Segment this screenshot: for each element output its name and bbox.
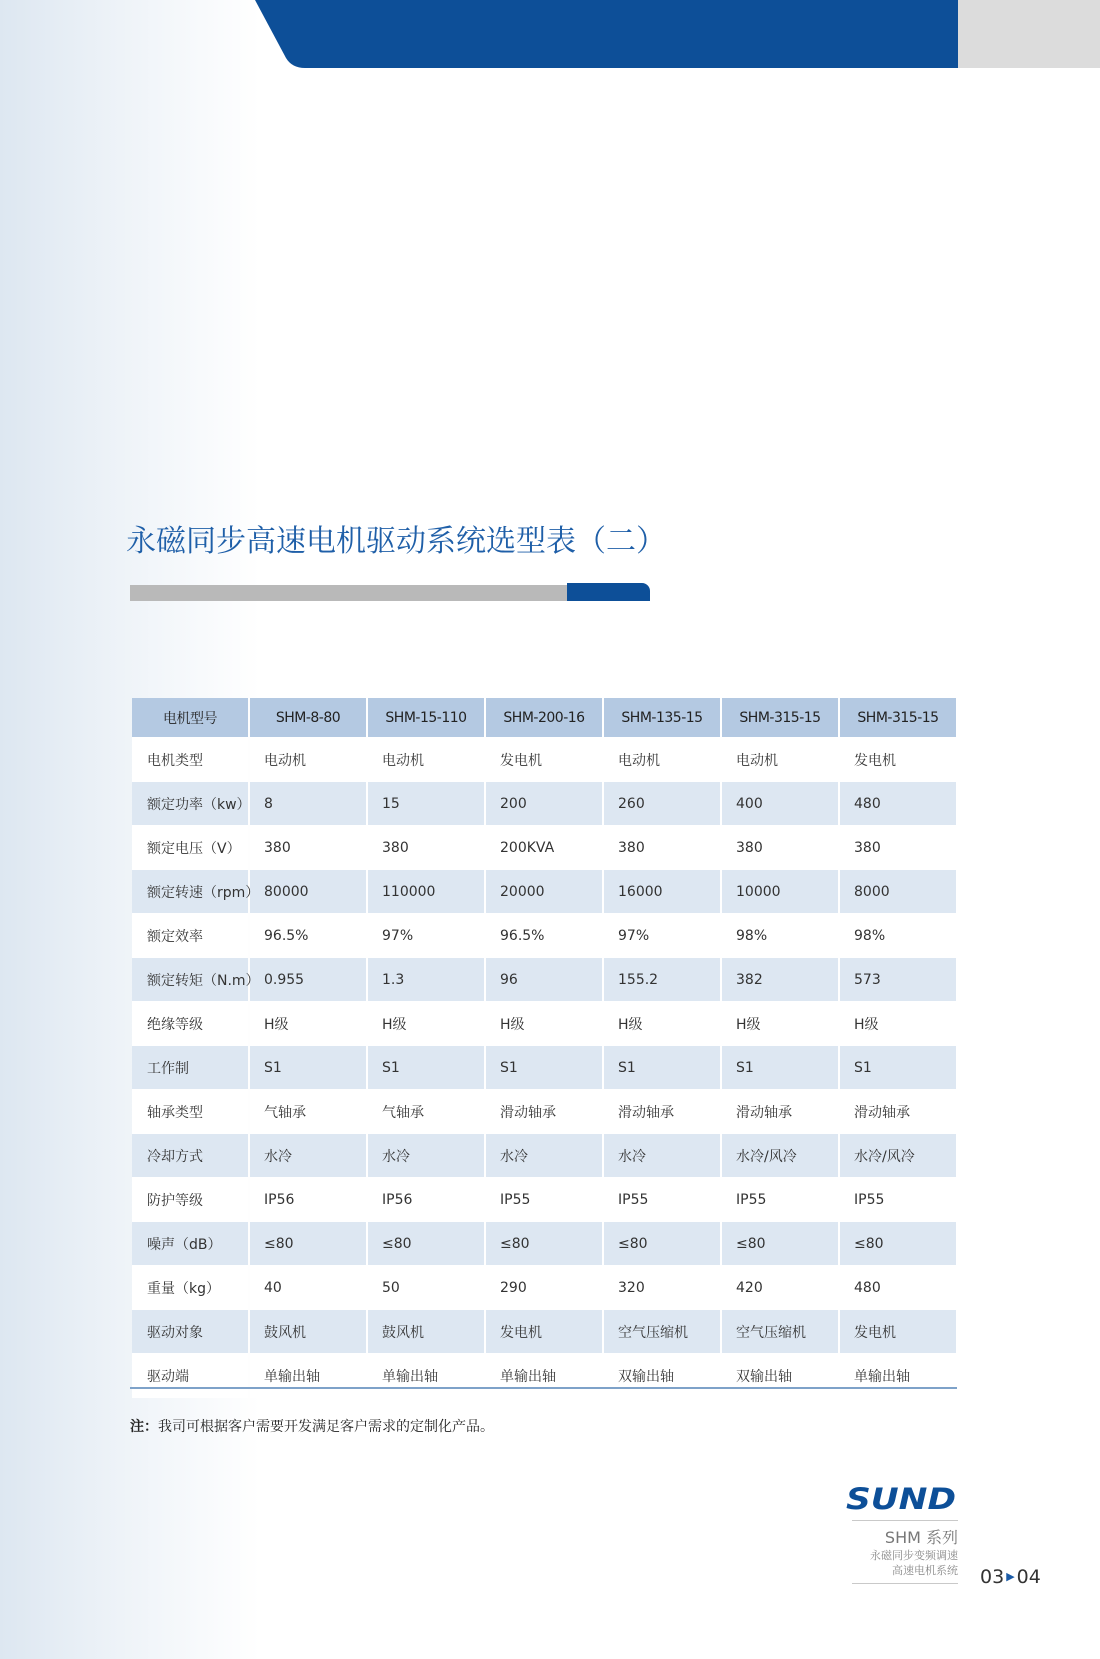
table-cell: 8 — [250, 782, 366, 826]
table-cell: 水冷/风冷 — [722, 1134, 838, 1178]
table-cell: 155.2 — [604, 958, 720, 1002]
table-cell: 发电机 — [486, 738, 602, 782]
table-cell: 290 — [486, 1266, 602, 1310]
table-cell: 50 — [368, 1266, 484, 1310]
table-cell: S1 — [722, 1046, 838, 1090]
table-cell: IP56 — [250, 1178, 366, 1222]
table-cell: 电动机 — [368, 738, 484, 782]
table-header-row — [132, 698, 956, 738]
table-cell: 空气压缩机 — [722, 1310, 838, 1354]
series-subtitle-line2: 高速电机系统 — [892, 1564, 958, 1577]
table-cell: 发电机 — [486, 1310, 602, 1354]
table-row — [132, 782, 956, 826]
table-cell: 380 — [722, 826, 838, 870]
table-cell: 98% — [722, 914, 838, 958]
table-cell: 双输出轴 — [604, 1354, 720, 1398]
table-cell: 发电机 — [840, 1310, 956, 1354]
table-row — [132, 958, 956, 1002]
table-cell: 水冷/风冷 — [840, 1134, 956, 1178]
table-cell: 鼓风机 — [368, 1310, 484, 1354]
table-cell: 20000 — [486, 870, 602, 914]
table-cell: H级 — [604, 1002, 720, 1046]
table-cell: 380 — [840, 826, 956, 870]
table-cell: 电动机 — [250, 738, 366, 782]
table-cell: 320 — [604, 1266, 720, 1310]
table-cell: 空气压缩机 — [604, 1310, 720, 1354]
table-cell: 滑动轴承 — [840, 1090, 956, 1134]
table-header-cell: SHM-315-15 — [722, 698, 838, 738]
table-row — [132, 1222, 956, 1266]
table-cell: 滑动轴承 — [722, 1090, 838, 1134]
triangle-right-icon: ▶ — [1006, 1570, 1015, 1583]
top-banner — [0, 0, 1100, 70]
table-cell: 水冷 — [486, 1134, 602, 1178]
table-cell: 96.5% — [486, 914, 602, 958]
table-cell: 单输出轴 — [368, 1354, 484, 1398]
table-cell: 260 — [604, 782, 720, 826]
table-header-cell: SHM-200-16 — [486, 698, 602, 738]
table-cell: 380 — [604, 826, 720, 870]
footnote — [130, 1416, 494, 1436]
footer-divider — [852, 1583, 958, 1584]
row-label-cell: 轴承类型 — [132, 1090, 248, 1134]
table-cell: 573 — [840, 958, 956, 1002]
table-header-cell: SHM-8-80 — [250, 698, 366, 738]
table-cell: 480 — [840, 782, 956, 826]
table-cell: S1 — [840, 1046, 956, 1090]
table-cell: ≤80 — [840, 1222, 956, 1266]
footnote-text: 我司可根据客户需要开发满足客户需求的定制化产品。 — [158, 1419, 494, 1435]
row-label-cell: 驱动端 — [132, 1354, 248, 1398]
row-label-cell: 额定功率（kw） — [132, 782, 248, 826]
logo-divider — [852, 1520, 958, 1521]
table-header-cell: 电机型号 — [132, 698, 248, 738]
table-cell: 40 — [250, 1266, 366, 1310]
table-cell: IP56 — [368, 1178, 484, 1222]
table-cell: IP55 — [486, 1178, 602, 1222]
table-cell: 单输出轴 — [840, 1354, 956, 1398]
table-cell: 水冷 — [368, 1134, 484, 1178]
table-cell: 滑动轴承 — [604, 1090, 720, 1134]
table-cell: 97% — [604, 914, 720, 958]
table-cell: ≤80 — [250, 1222, 366, 1266]
table-cell: 480 — [840, 1266, 956, 1310]
row-label-cell: 重量（kg） — [132, 1266, 248, 1310]
row-label-cell: 额定转矩（N.m） — [132, 958, 248, 1002]
page-number-right: 04 — [1016, 1566, 1041, 1588]
page-numbers — [980, 1566, 1041, 1588]
table-row — [132, 738, 956, 782]
table-cell: 单输出轴 — [486, 1354, 602, 1398]
table-cell: 400 — [722, 782, 838, 826]
row-label-cell: 额定转速（rpm） — [132, 870, 248, 914]
title-underline-bar — [130, 583, 650, 601]
table-cell: 380 — [368, 826, 484, 870]
table-cell: 382 — [722, 958, 838, 1002]
row-label-cell: 绝缘等级 — [132, 1002, 248, 1046]
sund-logo — [846, 1484, 958, 1512]
table-row — [132, 1134, 956, 1178]
table-cell: 8000 — [840, 870, 956, 914]
table-cell: 单输出轴 — [250, 1354, 366, 1398]
page-number-left: 03 — [980, 1566, 1005, 1588]
footnote-prefix: 注： — [130, 1419, 158, 1435]
table-bottom-rule — [130, 1387, 957, 1389]
table-header-cell: SHM-15-110 — [368, 698, 484, 738]
table-row — [132, 1046, 956, 1090]
table-cell: 1.3 — [368, 958, 484, 1002]
table-cell: 110000 — [368, 870, 484, 914]
table-cell: S1 — [486, 1046, 602, 1090]
series-subtitle-line1: 永磁同步变频调速 — [870, 1549, 958, 1562]
spec-table — [130, 698, 958, 1398]
table-cell: S1 — [604, 1046, 720, 1090]
table-cell: 96.5% — [250, 914, 366, 958]
table-cell: 发电机 — [840, 738, 956, 782]
table-row — [132, 1090, 956, 1134]
table-cell: 97% — [368, 914, 484, 958]
table-cell: 96 — [486, 958, 602, 1002]
table-cell: 16000 — [604, 870, 720, 914]
table-cell: H级 — [840, 1002, 956, 1046]
table-cell: S1 — [368, 1046, 484, 1090]
row-label-cell: 驱动对象 — [132, 1310, 248, 1354]
series-name: SHM 系列 — [884, 1528, 958, 1547]
row-label-cell: 防护等级 — [132, 1178, 248, 1222]
table-cell: H级 — [722, 1002, 838, 1046]
table-cell: 气轴承 — [368, 1090, 484, 1134]
row-label-cell: 额定效率 — [132, 914, 248, 958]
table-cell: 电动机 — [604, 738, 720, 782]
row-label-cell: 工作制 — [132, 1046, 248, 1090]
row-label-cell: 电机类型 — [132, 738, 248, 782]
table-cell: 气轴承 — [250, 1090, 366, 1134]
logo-wordmark: SUND — [846, 1484, 956, 1512]
table-cell: 滑动轴承 — [486, 1090, 602, 1134]
table-row — [132, 1178, 956, 1222]
table-row — [132, 1354, 956, 1398]
table-row — [132, 1002, 956, 1046]
table-body — [132, 738, 956, 1398]
table-cell: ≤80 — [486, 1222, 602, 1266]
table-cell: 80000 — [250, 870, 366, 914]
table-cell: IP55 — [604, 1178, 720, 1222]
table-row — [132, 914, 956, 958]
table-cell: H级 — [486, 1002, 602, 1046]
table-cell: 双输出轴 — [722, 1354, 838, 1398]
table-row — [132, 1310, 956, 1354]
table-cell: 200KVA — [486, 826, 602, 870]
table-cell: H级 — [368, 1002, 484, 1046]
row-label-cell: 额定电压（V） — [132, 826, 248, 870]
table-header-cell: SHM-135-15 — [604, 698, 720, 738]
table-cell: 水冷 — [604, 1134, 720, 1178]
page-title: 永磁同步高速电机驱动系统选型表（二） — [126, 524, 666, 559]
table-cell: ≤80 — [368, 1222, 484, 1266]
table-cell: ≤80 — [722, 1222, 838, 1266]
row-label-cell: 冷却方式 — [132, 1134, 248, 1178]
table-cell: S1 — [250, 1046, 366, 1090]
table-cell: 鼓风机 — [250, 1310, 366, 1354]
table-header-cell: SHM-315-15 — [840, 698, 956, 738]
table-cell: H级 — [250, 1002, 366, 1046]
table-cell: 10000 — [722, 870, 838, 914]
row-label-cell: 噪声（dB） — [132, 1222, 248, 1266]
table-cell: 电动机 — [722, 738, 838, 782]
table-cell: 0.955 — [250, 958, 366, 1002]
table-cell: IP55 — [722, 1178, 838, 1222]
table-cell: 380 — [250, 826, 366, 870]
table-cell: 15 — [368, 782, 484, 826]
table-cell: IP55 — [840, 1178, 956, 1222]
table-cell: 98% — [840, 914, 956, 958]
table-cell: 水冷 — [250, 1134, 366, 1178]
table-cell: ≤80 — [604, 1222, 720, 1266]
table-row — [132, 1266, 956, 1310]
table-cell: 200 — [486, 782, 602, 826]
table-cell: 420 — [722, 1266, 838, 1310]
table-row — [132, 826, 956, 870]
table-row — [132, 870, 956, 914]
